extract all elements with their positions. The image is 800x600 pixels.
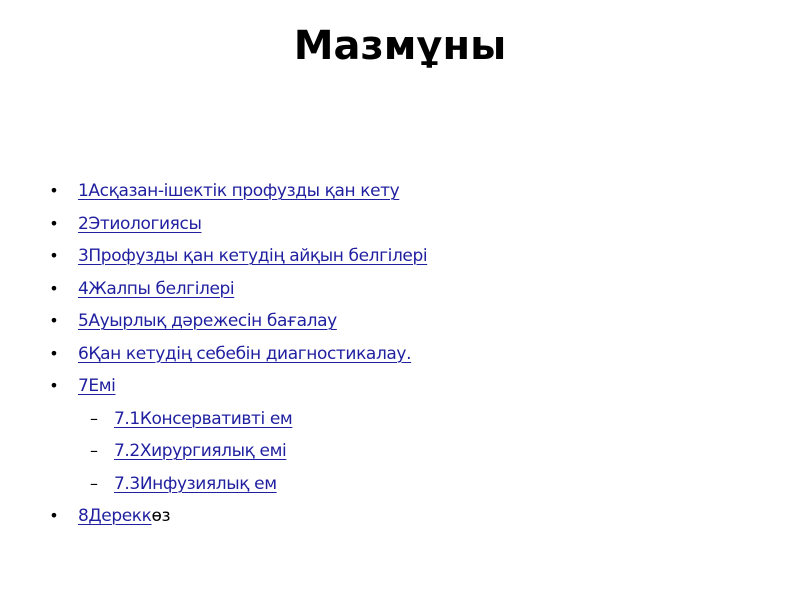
toc-subitem-7-2	[40, 436, 740, 469]
toc-subitem-7-1	[40, 404, 740, 437]
toc-item-5	[40, 306, 740, 339]
toc-link-2[interactable]: 2Этиологиясы	[78, 213, 202, 234]
toc-item-7	[40, 371, 740, 404]
toc-sublink-7-2[interactable]: 7.2Хирургиялық емі	[114, 441, 287, 461]
bullet-icon: •	[49, 376, 59, 395]
toc-link-7[interactable]: 7Емі	[78, 376, 116, 396]
toc-link-3[interactable]: 3Профузды қан кетудің айқын белгілері	[78, 246, 428, 266]
toc-sublink-7-1[interactable]: 7.1Консервативті ем	[114, 408, 293, 429]
toc-item-8-suffix: өз	[151, 506, 171, 526]
bullet-icon: •	[49, 311, 59, 330]
bullet-icon: •	[49, 246, 59, 265]
toc-link-5[interactable]: 5Ауырлық дәрежесін бағалау	[78, 311, 337, 331]
bullet-icon: •	[49, 343, 59, 363]
toc-link-8[interactable]: 8Дерекк	[78, 506, 152, 526]
dash-icon: –	[90, 408, 98, 428]
dash-icon: –	[90, 441, 98, 460]
bullet-icon: •	[49, 181, 59, 200]
bullet-icon: •	[49, 278, 59, 298]
toc-subitem-7-3	[40, 469, 740, 502]
bullet-icon: •	[49, 506, 59, 525]
toc-item-1	[40, 176, 740, 209]
toc-item-6	[40, 339, 740, 372]
toc-item-8	[40, 501, 740, 534]
toc-sublink-7-3[interactable]: 7.3Инфузиялық ем	[114, 473, 277, 494]
table-of-contents	[40, 176, 740, 534]
bullet-icon: •	[49, 213, 59, 233]
dash-icon: –	[90, 473, 98, 493]
page-title: Мазмұны	[293, 23, 507, 69]
toc-link-1[interactable]: 1Асқазан-ішектік профузды қан кету	[78, 181, 400, 201]
toc-link-4[interactable]: 4Жалпы белгілері	[78, 278, 235, 299]
toc-item-2	[40, 209, 740, 242]
toc-link-6[interactable]: 6Қан кетудің себебін диагностикалау.	[78, 343, 412, 364]
toc-item-3	[40, 241, 740, 274]
toc-item-4	[40, 274, 740, 307]
